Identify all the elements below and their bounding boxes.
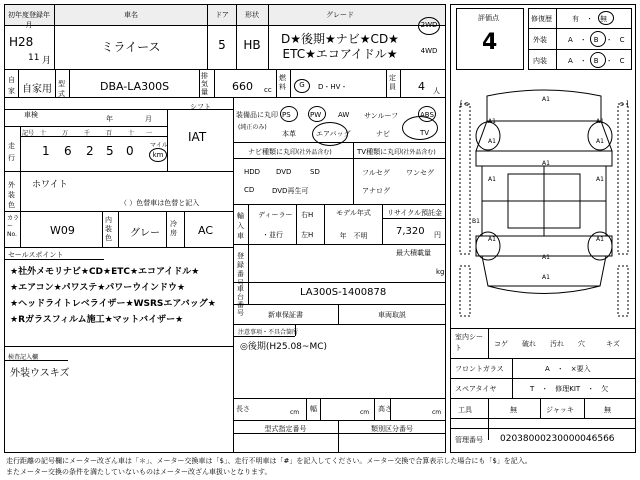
- equipment-sub: (純正のみ): [238, 124, 267, 131]
- seat-label: 室内シート: [455, 333, 483, 352]
- recycle-value: 7,320: [396, 226, 425, 237]
- exterior-color: ホワイト: [32, 180, 68, 190]
- width-label: 幅: [310, 405, 317, 413]
- sales-point-line: ★Rガラスフィルム施工★マットバイザー★: [10, 315, 184, 325]
- damage-code: A1: [542, 274, 550, 281]
- tools-value: 無: [510, 406, 517, 414]
- mileage-unit-label: 千: [84, 130, 91, 137]
- recycle-label: リサイクル預託金: [386, 209, 443, 217]
- inspector-label: 検査記入欄: [8, 354, 39, 361]
- equipment-item: PW: [310, 111, 322, 119]
- first-reg-month-unit: 月: [42, 56, 52, 66]
- height-cm: cm: [432, 409, 442, 416]
- sales-point-line: ★エアコン★パワステ★パワーウインドウ★: [10, 283, 186, 293]
- color-no-label: カラーNo.: [7, 215, 20, 238]
- first-reg-year: H28: [9, 35, 34, 49]
- fuel-other: D・HV・: [318, 83, 348, 91]
- fuel-g: G: [299, 81, 305, 89]
- mileage-digit: 0: [126, 144, 134, 158]
- seat-option: 汚れ: [550, 340, 564, 348]
- use-label-1: 自: [8, 76, 15, 84]
- footer-line-2: またメーター交換の条件を満たしていないものはメーター改ざん車扱いとなります。: [6, 468, 272, 476]
- damage-code: A1: [542, 160, 550, 167]
- drive-4wd: 4WD: [420, 47, 438, 55]
- max-load-label: 最大積載量: [396, 249, 431, 257]
- manual-label: 車両取説: [378, 311, 406, 319]
- degree-none-circle: [598, 11, 614, 25]
- shaken-month-label: 月: [145, 115, 152, 123]
- cc-unit: cc: [264, 86, 272, 94]
- shape-label: 形状: [245, 11, 259, 19]
- tv-option: フルセグ: [362, 169, 390, 177]
- diagram-bracket-2: s ]: [620, 100, 629, 108]
- tools-label: 工具: [458, 406, 472, 414]
- seat-option: 穴: [578, 340, 585, 348]
- jack-label: ジャッキ: [546, 406, 574, 414]
- width-cm: cm: [360, 409, 370, 416]
- equipment-item: AW: [338, 111, 350, 119]
- equipment-label: 装備品に丸印: [236, 111, 278, 119]
- spare-label: スペアタイヤ: [455, 385, 497, 393]
- chassis-label: 車台番号: [237, 285, 244, 317]
- navi-option: DVD: [276, 168, 292, 176]
- body-shape: HB: [243, 38, 261, 52]
- glass-label: フロントガラス: [455, 365, 504, 373]
- model-value: DBA-LA300S: [100, 80, 170, 93]
- shift-value: IAT: [188, 130, 207, 144]
- eval-score: 4: [482, 30, 498, 55]
- tv-label: [357, 147, 436, 157]
- exterior-note: （ ）色替車は色替と記入: [120, 199, 200, 207]
- equipment-selected-circle: [308, 106, 326, 122]
- first-reg-month: 11: [28, 53, 40, 63]
- import-right: 右H: [301, 211, 314, 219]
- damage-code: A1: [488, 176, 496, 183]
- import-left: 左H: [301, 231, 314, 239]
- exterior-b-circle: [590, 31, 606, 47]
- damage-code: A1: [596, 176, 604, 183]
- tv-label-text: TV種類に丸印: [357, 148, 402, 156]
- mgmt-value: 02038000230000046566: [500, 434, 615, 444]
- model-label: 型式: [58, 80, 65, 98]
- damage-code: A1: [596, 236, 604, 243]
- glass-value: A ・ ×要入: [545, 365, 591, 373]
- navi-option: SD: [310, 168, 320, 176]
- import-parallel: ・並行: [262, 231, 283, 239]
- navi-label: [248, 147, 332, 157]
- damage-code: A1: [596, 118, 604, 125]
- type-no-label: 型式指定番号: [264, 425, 307, 433]
- interior-color: グレー: [130, 228, 160, 239]
- mileage-digit: 1: [42, 144, 50, 158]
- fuel-label: 燃料: [279, 74, 286, 91]
- register-label: 登録番号: [237, 252, 244, 287]
- mileage-unit-label: 万: [62, 130, 69, 137]
- navi-option: HDD: [244, 168, 261, 176]
- tv-option: ワンセグ: [406, 169, 434, 177]
- mileage-digit: 5: [106, 144, 114, 158]
- tv-option: アナログ: [362, 187, 390, 195]
- mileage-unit-label: 百: [106, 130, 113, 137]
- interior-color-label: 内装色: [105, 216, 112, 242]
- doors: 5: [218, 38, 226, 52]
- car-name: ミライース: [101, 40, 161, 54]
- notes-label: 注意事項・不具合箇所: [238, 329, 299, 336]
- navi-label-sub: (社外品含む): [297, 149, 332, 156]
- damage-code: B1: [472, 218, 480, 225]
- navi-option: CD: [244, 186, 255, 194]
- eval-label: 評価点: [478, 14, 499, 22]
- shaken-label: 車検: [24, 111, 38, 119]
- recycle-yen: 円: [434, 231, 441, 239]
- equipment-selected-circle: [402, 116, 438, 140]
- length-label: 長さ: [236, 405, 250, 413]
- use-label-2: 家: [8, 87, 15, 95]
- degree-value: 有 ・ 無: [572, 15, 607, 23]
- exterior-label: 外装色: [8, 181, 15, 209]
- import-label: 輸入車: [237, 212, 244, 240]
- equipment-item: 本革: [282, 130, 296, 138]
- displacement-value: 660: [232, 80, 253, 93]
- equipment-item: TV: [420, 129, 430, 137]
- car-diagram: [452, 76, 636, 326]
- damage-code: A1: [488, 236, 496, 243]
- height-label: 高さ: [378, 405, 392, 413]
- length-cm: cm: [290, 409, 300, 416]
- displacement-label: 排気量: [201, 72, 208, 96]
- interior-b-circle: [590, 52, 606, 68]
- exterior-grade-value: A ・ B ・ C: [568, 36, 625, 44]
- ac-label: 冷房: [170, 220, 177, 237]
- drive-2wd: 2WD: [420, 21, 438, 29]
- mileage-unit-label: 十: [128, 130, 135, 137]
- capacity-unit: 人: [433, 87, 440, 95]
- damage-code: A1: [542, 254, 550, 261]
- car-name-label: 車名: [124, 11, 138, 19]
- inspector-value: 外装ウスキズ: [10, 368, 70, 379]
- seat-option: コゲ: [494, 340, 508, 348]
- mgmt-label: 管理番号: [455, 436, 483, 444]
- ac-value: AC: [198, 224, 214, 237]
- exterior-grade-label: 外装: [533, 36, 547, 44]
- sales-point-line: ★ヘッドライトレベライザー★WSRSエアバッグ★: [10, 299, 216, 309]
- seat-option: 破れ: [522, 340, 536, 348]
- shift-label: シフト: [190, 103, 211, 111]
- door-label: ドア: [215, 11, 229, 19]
- degree-label: 修復歴: [531, 15, 552, 23]
- damage-code: A1: [488, 138, 496, 145]
- model-year-value: 年 不明: [339, 232, 368, 240]
- tv-label-sub: (社外品含む): [401, 149, 436, 156]
- seat-option: キズ: [606, 340, 620, 348]
- equipment-selected-circle: [280, 106, 298, 122]
- footer-line-1: 走行距離の記号欄にメーター改ざん車は「＊」、メーター交換車は「$」、走行不明車は「#」を記入してください。メーター交換で合算表示した場合にも「$」を記入。: [6, 457, 532, 465]
- equipment-item: サンルーフ: [364, 112, 399, 120]
- sales-point-line: ★社外メモリナビ★CD★ETC★エコアイドル★: [10, 267, 200, 277]
- class-no-label: 類別区分番号: [371, 425, 413, 433]
- km-label: km: [152, 151, 164, 159]
- import-dealer: ディーラー: [258, 211, 293, 219]
- capacity-label: 定員: [389, 74, 396, 91]
- use-value: 自家用: [22, 84, 52, 95]
- navi-label-text: ナビ種類に丸印: [248, 148, 297, 156]
- color-no: W09: [50, 224, 75, 237]
- diagram-bracket-1: [ s: [460, 100, 469, 108]
- equipment-item: PS: [282, 111, 291, 119]
- mileage-unit-label: 記号: [22, 130, 35, 137]
- grade-label: グレード: [326, 11, 354, 19]
- damage-code: A1: [488, 118, 496, 125]
- notes-value: ◎後期(H25.08~MC): [240, 342, 327, 352]
- mile-label: マイル: [150, 142, 168, 149]
- equipment-item: ABS: [420, 111, 434, 119]
- jack-value: 無: [604, 406, 611, 414]
- equipment-item: ナビ: [376, 130, 390, 138]
- damage-code: A1: [596, 138, 604, 145]
- mileage-unit-label: 一: [146, 130, 153, 137]
- grade-line-2: ETC★エコアイドル★: [282, 47, 398, 61]
- chassis-value: LA300S-1400878: [300, 287, 387, 298]
- first-reg-label: 初年度登録年月: [8, 11, 50, 29]
- capacity-value: 4: [418, 80, 425, 93]
- equipment-item: エアバッグ: [316, 130, 351, 138]
- mileage-label: 走行: [8, 142, 15, 162]
- interior-grade-value: A ・ B ・ C: [568, 57, 625, 65]
- navi-option: DVD再生可: [272, 187, 309, 195]
- interior-grade-label: 内装: [533, 57, 547, 65]
- damage-code: A1: [542, 96, 550, 103]
- shaken-year-label: 年: [106, 115, 113, 123]
- kg-unit: kg: [436, 268, 445, 276]
- warranty-label: 新車保証書: [268, 311, 303, 319]
- spare-value: T ・ 修理KIT ・ 欠: [530, 385, 609, 393]
- mileage-digit: 6: [64, 144, 72, 158]
- model-year-label: モデル年式: [336, 209, 371, 217]
- grade-line-1: D★後期★ナビ★CD★: [281, 32, 399, 46]
- sales-points-label: セールスポイント: [8, 251, 64, 259]
- mileage-digit: 2: [86, 144, 94, 158]
- mileage-unit-label: 十: [40, 130, 47, 137]
